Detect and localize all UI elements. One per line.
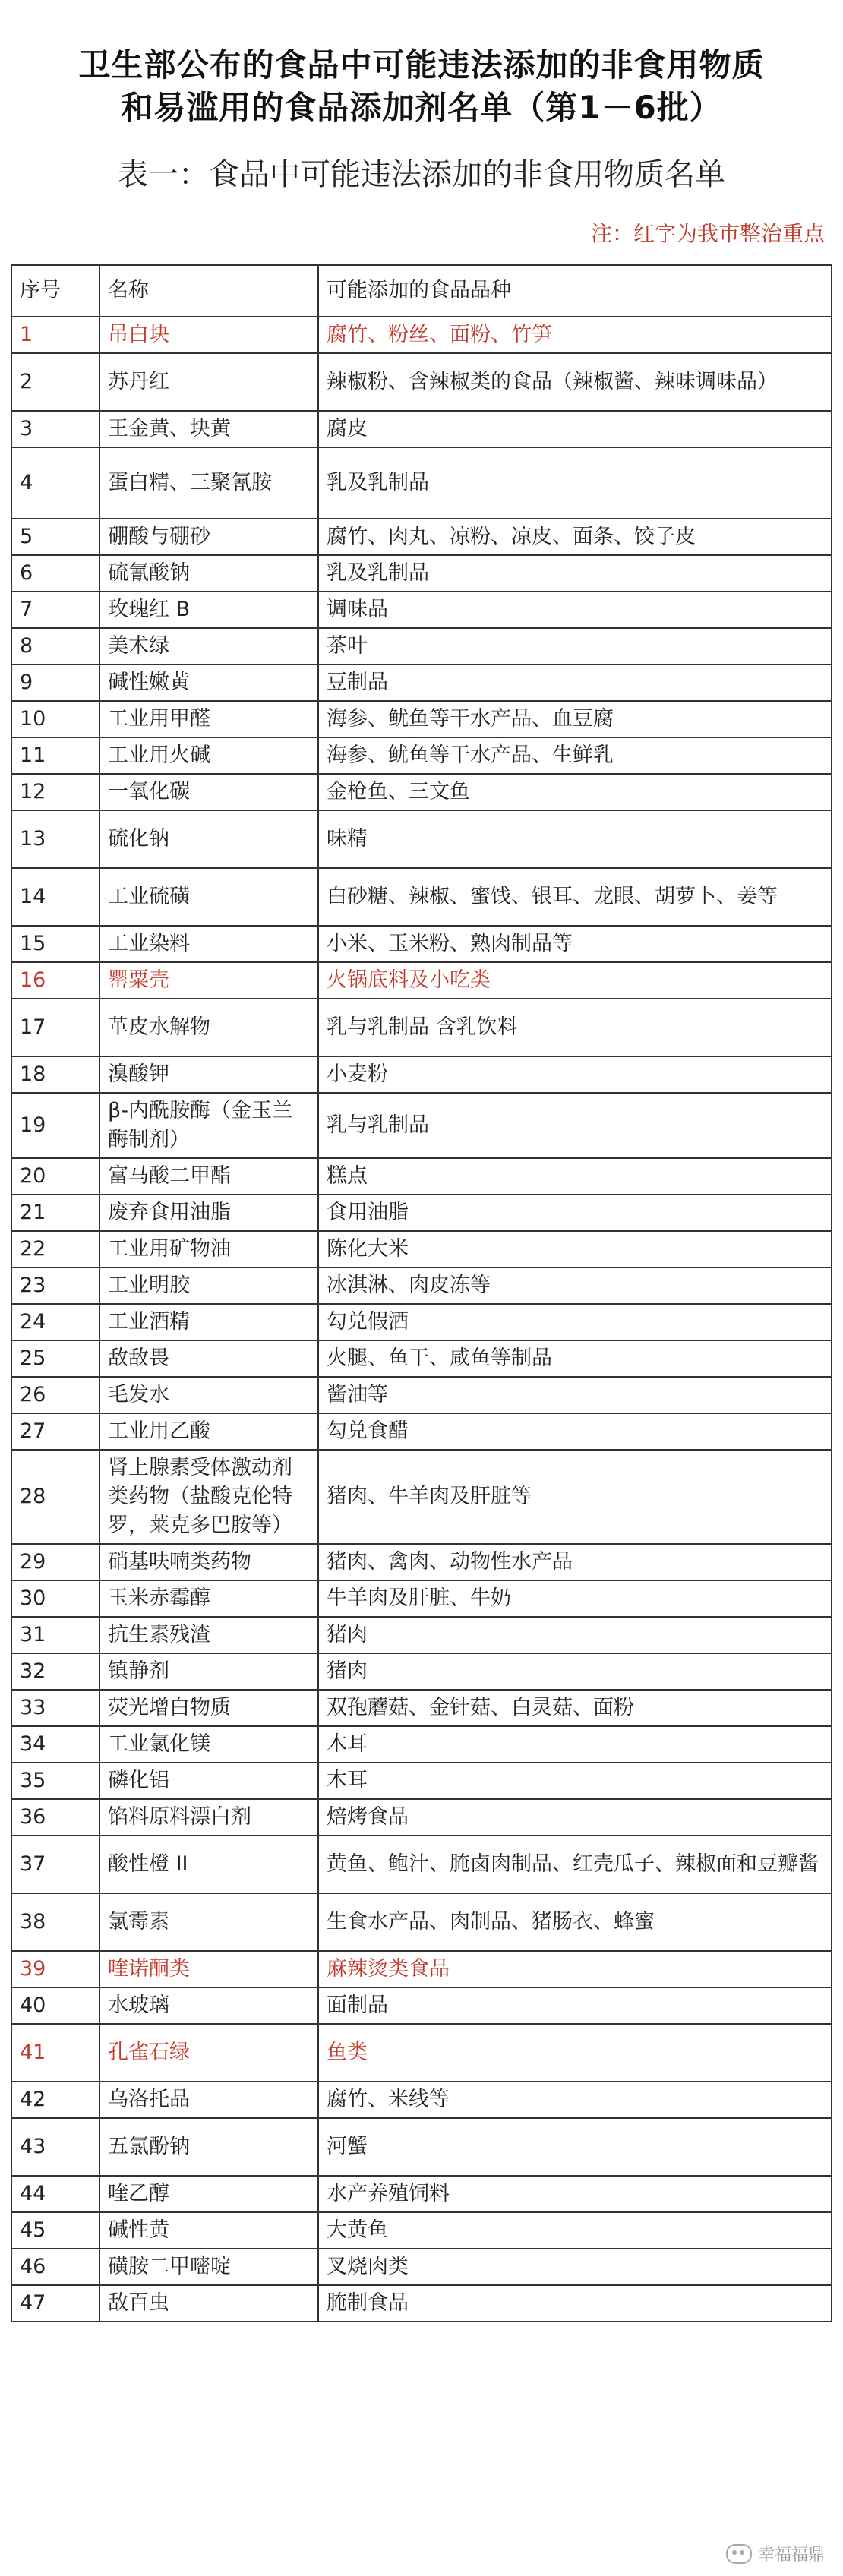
cell-foods: 小麦粉 — [318, 1056, 832, 1093]
header-seq: 序号 — [11, 265, 99, 317]
cell-seq: 7 — [11, 592, 99, 628]
cell-seq: 1 — [11, 317, 99, 353]
cell-name: 美术绿 — [99, 628, 318, 665]
cell-seq: 17 — [11, 999, 99, 1056]
table-row — [11, 962, 832, 999]
cell-name: 苏丹红 — [99, 353, 318, 411]
table-row — [11, 1231, 832, 1267]
cell-seq: 12 — [11, 774, 99, 810]
cell-name: 荧光增白物质 — [99, 1690, 318, 1726]
cell-seq: 39 — [11, 1951, 99, 1987]
table-row — [11, 1987, 832, 2024]
cell-seq: 18 — [11, 1056, 99, 1093]
cell-name: 磷化铝 — [99, 1763, 318, 1799]
cell-foods: 木耳 — [318, 1726, 832, 1763]
title-line-2: 和易滥用的食品添加剂名单（第1－6批） — [121, 89, 722, 126]
cell-seq: 47 — [11, 2285, 99, 2322]
cell-foods: 勾兑食醋 — [318, 1413, 832, 1450]
cell-seq: 6 — [11, 555, 99, 592]
table-row — [11, 2176, 832, 2212]
table-row — [11, 1617, 832, 1653]
cell-foods: 大黄鱼 — [318, 2212, 832, 2249]
cell-name: 碱性黄 — [99, 2212, 318, 2249]
table-row — [11, 2082, 832, 2118]
cell-seq: 2 — [11, 353, 99, 411]
cell-name: 工业用乙酸 — [99, 1413, 318, 1450]
title-line-1: 卫生部公布的食品中可能违法添加的非食用物质 — [78, 46, 765, 84]
cell-name: 镇静剂 — [99, 1653, 318, 1690]
cell-foods: 生食水产品、肉制品、猪肠衣、蜂蜜 — [318, 1893, 832, 1951]
cell-seq: 20 — [11, 1158, 99, 1195]
cell-seq: 40 — [11, 1987, 99, 2024]
cell-foods: 酱油等 — [318, 1377, 832, 1413]
cell-foods: 海参、鱿鱼等干水产品、血豆腐 — [318, 701, 832, 737]
cell-seq: 34 — [11, 1726, 99, 1763]
cell-seq: 4 — [11, 447, 99, 519]
cell-foods: 火锅底料及小吃类 — [318, 962, 832, 999]
cell-name: 硫化钠 — [99, 810, 318, 868]
cell-seq: 15 — [11, 926, 99, 962]
table-row — [11, 519, 832, 555]
cell-seq: 43 — [11, 2118, 99, 2176]
cell-name: 玉米赤霉醇 — [99, 1580, 318, 1617]
header-foods: 可能添加的食品品种 — [318, 265, 832, 317]
table-row — [11, 1544, 832, 1580]
cell-name: 毛发水 — [99, 1377, 318, 1413]
cell-foods: 腐竹、肉丸、凉粉、凉皮、面条、饺子皮 — [318, 519, 832, 555]
table-row — [11, 2212, 832, 2249]
cell-foods: 白砂糖、辣椒、蜜饯、银耳、龙眼、胡萝卜、姜等 — [318, 868, 832, 926]
cell-foods: 小米、玉米粉、熟肉制品等 — [318, 926, 832, 962]
cell-seq: 10 — [11, 701, 99, 737]
cell-name: 馅料原料漂白剂 — [99, 1799, 318, 1836]
table-row — [11, 2249, 832, 2285]
cell-foods: 牛羊肉及肝脏、牛奶 — [318, 1580, 832, 1617]
cell-foods: 面制品 — [318, 1987, 832, 2024]
cell-seq: 37 — [11, 1836, 99, 1893]
cell-name: 喹诺酮类 — [99, 1951, 318, 1987]
table-row — [11, 1093, 832, 1158]
cell-name: 吊白块 — [99, 317, 318, 353]
cell-name: β-内酰胺酶（金玉兰酶制剂） — [99, 1093, 318, 1158]
cell-foods: 乳与乳制品 含乳饮料 — [318, 999, 832, 1056]
cell-foods: 味精 — [318, 810, 832, 868]
table-row — [11, 555, 832, 592]
cell-seq: 13 — [11, 810, 99, 868]
cell-foods: 猪肉、牛羊肉及肝脏等 — [318, 1450, 832, 1544]
cell-foods: 猪肉 — [318, 1617, 832, 1653]
cell-foods: 勾兑假酒 — [318, 1304, 832, 1340]
cell-seq: 35 — [11, 1763, 99, 1799]
cell-seq: 3 — [11, 411, 99, 447]
table-row — [11, 2118, 832, 2176]
cell-seq: 42 — [11, 2082, 99, 2118]
table-row — [11, 1195, 832, 1231]
table-row — [11, 701, 832, 737]
table-row — [11, 1158, 832, 1195]
table-row — [11, 2024, 832, 2082]
table-row — [11, 411, 832, 447]
cell-name: 敌敌畏 — [99, 1340, 318, 1377]
table-row — [11, 1799, 832, 1836]
table-row — [11, 1951, 832, 1987]
cell-foods: 乳与乳制品 — [318, 1093, 832, 1158]
cell-seq: 9 — [11, 665, 99, 701]
cell-foods: 调味品 — [318, 592, 832, 628]
cell-seq: 5 — [11, 519, 99, 555]
cell-foods: 叉烧肉类 — [318, 2249, 832, 2285]
cell-name: 工业氯化镁 — [99, 1726, 318, 1763]
cell-foods: 麻辣烫类食品 — [318, 1951, 832, 1987]
cell-name: 工业明胶 — [99, 1267, 318, 1304]
cell-seq: 23 — [11, 1267, 99, 1304]
cell-name: 一氧化碳 — [99, 774, 318, 810]
cell-name: 工业硫磺 — [99, 868, 318, 926]
cell-name: 蛋白精、三聚氰胺 — [99, 447, 318, 519]
cell-foods: 焙烤食品 — [318, 1799, 832, 1836]
cell-name: 溴酸钾 — [99, 1056, 318, 1093]
cell-foods: 豆制品 — [318, 665, 832, 701]
cell-name: 罂粟壳 — [99, 962, 318, 999]
cell-seq: 19 — [11, 1093, 99, 1158]
table-row — [11, 868, 832, 926]
cell-foods: 腌制食品 — [318, 2285, 832, 2322]
cell-name: 硼酸与硼砂 — [99, 519, 318, 555]
header-name: 名称 — [99, 265, 318, 317]
cell-foods: 金枪鱼、三文鱼 — [318, 774, 832, 810]
cell-foods: 乳及乳制品 — [318, 447, 832, 519]
cell-foods: 水产养殖饲料 — [318, 2176, 832, 2212]
cell-name: 工业酒精 — [99, 1304, 318, 1340]
cell-seq: 11 — [11, 737, 99, 774]
watermark — [726, 2542, 825, 2565]
cell-name: 氯霉素 — [99, 1893, 318, 1951]
table-row — [11, 1690, 832, 1726]
table-row — [11, 628, 832, 665]
cell-seq: 21 — [11, 1195, 99, 1231]
cell-name: 工业用甲醛 — [99, 701, 318, 737]
table-row — [11, 592, 832, 628]
table-row — [11, 317, 832, 353]
cell-name: 喹乙醇 — [99, 2176, 318, 2212]
table-row — [11, 1304, 832, 1340]
table-row — [11, 737, 832, 774]
cell-foods: 陈化大米 — [318, 1231, 832, 1267]
table-row — [11, 810, 832, 868]
cell-foods: 腐竹、米线等 — [318, 2082, 832, 2118]
cell-seq: 46 — [11, 2249, 99, 2285]
cell-foods: 双孢蘑菇、金针菇、白灵菇、面粉 — [318, 1690, 832, 1726]
cell-name: 水玻璃 — [99, 1987, 318, 2024]
cell-name: 敌百虫 — [99, 2285, 318, 2322]
cell-foods: 辣椒粉、含辣椒类的食品（辣椒酱、辣味调味品） — [318, 353, 832, 411]
cell-foods: 木耳 — [318, 1763, 832, 1799]
cell-seq: 33 — [11, 1690, 99, 1726]
cell-seq: 38 — [11, 1893, 99, 1951]
cell-foods: 糕点 — [318, 1158, 832, 1195]
cell-name: 硫氰酸钠 — [99, 555, 318, 592]
cell-foods: 猪肉 — [318, 1653, 832, 1690]
cell-foods: 黄鱼、鲍汁、腌卤肉制品、红壳瓜子、辣椒面和豆瓣酱 — [318, 1836, 832, 1893]
cell-seq: 22 — [11, 1231, 99, 1267]
cell-seq: 28 — [11, 1450, 99, 1544]
table-row — [11, 1056, 832, 1093]
watermark-text: 幸福福鼎 — [757, 2546, 825, 2565]
cell-foods: 腐皮 — [318, 411, 832, 447]
table-row — [11, 1763, 832, 1799]
cell-name: 废弃食用油脂 — [99, 1195, 318, 1231]
table-row — [11, 665, 832, 701]
cell-name: 王金黄、块黄 — [99, 411, 318, 447]
document-title — [11, 0, 832, 129]
cell-name: 硝基呋喃类药物 — [99, 1544, 318, 1580]
cell-foods: 火腿、鱼干、咸鱼等制品 — [318, 1340, 832, 1377]
table-row — [11, 1893, 832, 1951]
cell-name: 富马酸二甲酯 — [99, 1158, 318, 1195]
table-row — [11, 1836, 832, 1893]
cell-seq: 31 — [11, 1617, 99, 1653]
cell-seq: 14 — [11, 868, 99, 926]
cell-name: 抗生素残渣 — [99, 1617, 318, 1653]
cell-name: 孔雀石绿 — [99, 2024, 318, 2082]
cell-foods: 猪肉、禽肉、动物性水产品 — [318, 1544, 832, 1580]
table-row — [11, 774, 832, 810]
cell-seq: 30 — [11, 1580, 99, 1617]
cell-foods: 食用油脂 — [318, 1195, 832, 1231]
cell-foods: 乳及乳制品 — [318, 555, 832, 592]
cell-seq: 36 — [11, 1799, 99, 1836]
table-row — [11, 1653, 832, 1690]
cell-name: 工业用矿物油 — [99, 1231, 318, 1267]
cell-seq: 44 — [11, 2176, 99, 2212]
table-body — [11, 317, 832, 2322]
cell-foods: 冰淇淋、肉皮冻等 — [318, 1267, 832, 1304]
cell-name: 玫瑰红 B — [99, 592, 318, 628]
table-row — [11, 1340, 832, 1377]
cell-seq: 24 — [11, 1304, 99, 1340]
cell-name: 工业染料 — [99, 926, 318, 962]
table-row — [11, 1267, 832, 1304]
cell-name: 磺胺二甲嘧啶 — [99, 2249, 318, 2285]
cell-seq: 29 — [11, 1544, 99, 1580]
cell-seq: 26 — [11, 1377, 99, 1413]
table-header-row — [11, 265, 832, 317]
cell-seq: 8 — [11, 628, 99, 665]
table-row — [11, 1450, 832, 1544]
table-row — [11, 1726, 832, 1763]
table-row — [11, 926, 832, 962]
cell-foods: 茶叶 — [318, 628, 832, 665]
cell-name: 工业用火碱 — [99, 737, 318, 774]
table-row — [11, 999, 832, 1056]
wechat-icon — [726, 2544, 752, 2564]
cell-foods: 鱼类 — [318, 2024, 832, 2082]
cell-seq: 27 — [11, 1413, 99, 1450]
table-row — [11, 1580, 832, 1617]
cell-name: 乌洛托品 — [99, 2082, 318, 2118]
cell-name: 肾上腺素受体激动剂类药物（盐酸克伦特罗，莱克多巴胺等） — [99, 1450, 318, 1544]
cell-seq: 25 — [11, 1340, 99, 1377]
cell-name: 碱性嫩黄 — [99, 665, 318, 701]
cell-name: 五氯酚钠 — [99, 2118, 318, 2176]
table-row — [11, 353, 832, 411]
cell-seq: 16 — [11, 962, 99, 999]
red-text-note: 注：红字为我市整治重点 — [590, 221, 825, 246]
cell-seq: 32 — [11, 1653, 99, 1690]
cell-seq: 41 — [11, 2024, 99, 2082]
cell-name: 酸性橙 II — [99, 1836, 318, 1893]
cell-name: 革皮水解物 — [99, 999, 318, 1056]
cell-seq: 45 — [11, 2212, 99, 2249]
substances-table — [11, 264, 832, 2322]
table-row — [11, 2285, 832, 2322]
table-row — [11, 1377, 832, 1413]
cell-foods: 腐竹、粉丝、面粉、竹笋 — [318, 317, 832, 353]
cell-foods: 河蟹 — [318, 2118, 832, 2176]
cell-foods: 海参、鱿鱼等干水产品、生鲜乳 — [318, 737, 832, 774]
table-row — [11, 1413, 832, 1450]
table-row — [11, 447, 832, 519]
table-subtitle: 表一：食品中可能违法添加的非食用物质名单 — [118, 157, 725, 192]
